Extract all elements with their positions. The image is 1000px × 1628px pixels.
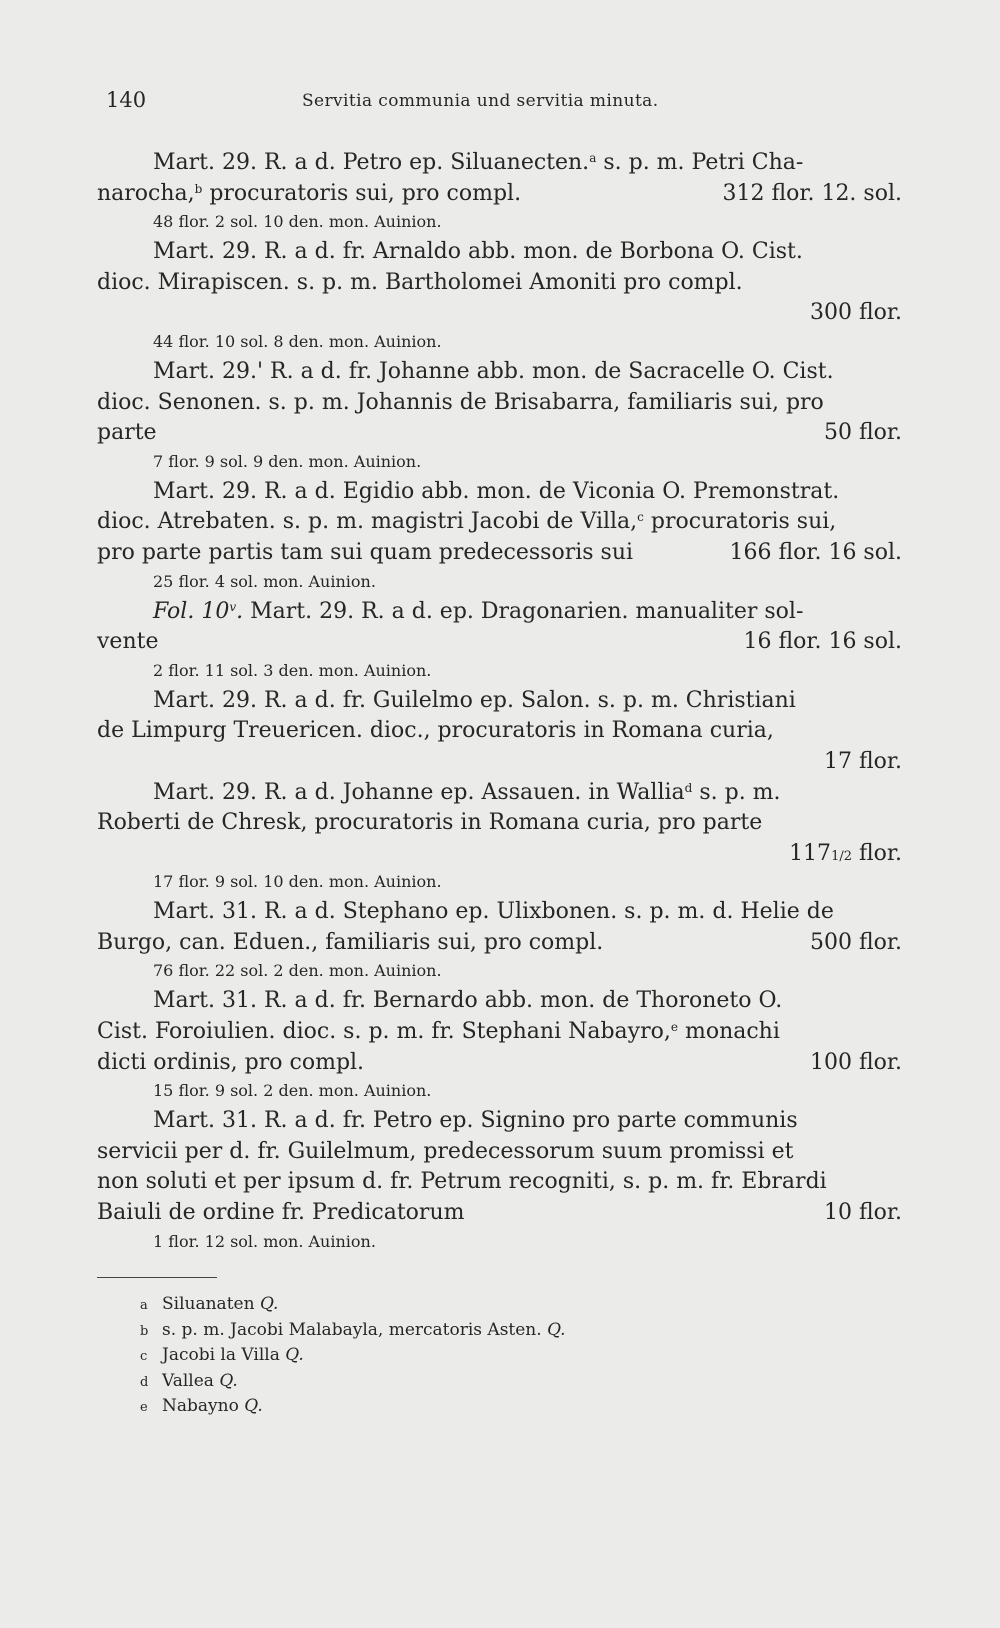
ledger-entry [97, 897, 902, 986]
line-text [97, 1137, 793, 1168]
text-run: Mart. 29. R. a d. Johanne ep. Assauen. in Wallia [153, 779, 685, 805]
text-run: dioc. Mirapiscen. s. p. m. Bartholomei Amoniti pro compl. [97, 269, 743, 295]
text-run: Burgo, can. Eduen., familiaris sui, pro compl. [97, 929, 604, 955]
text-run: servicii per d. fr. Guilelmum, predecessorum suum promissi et [97, 1138, 794, 1164]
entry-line [97, 1017, 902, 1048]
payment-note: 2 flor. 11 sol. 3 den. mon. Auinion. [153, 660, 432, 680]
payment-note: 17 flor. 9 sol. 10 den. mon. Auinion. [153, 872, 442, 892]
text-run: Mart. 31. R. a d. fr. Petro ep. Signino pro parte communis [153, 1108, 798, 1134]
text-run: procuratoris sui, pro compl. [202, 180, 522, 206]
text-run: parte [97, 420, 157, 446]
entry-line [97, 1198, 902, 1229]
footnote-marker: e [670, 1020, 678, 1035]
line-text [97, 1048, 364, 1079]
amount: 500 flor. [810, 929, 902, 955]
footnote-text: Vallea [162, 1370, 220, 1391]
ledger-entry [97, 477, 902, 597]
amount: 17 flor. [824, 748, 902, 774]
text-run: Roberti de Chresk, procuratoris in Romana curia, pro parte [97, 810, 763, 836]
line-text [97, 1017, 780, 1048]
footnote-source: Q. [259, 1294, 279, 1314]
entry-line [97, 716, 902, 747]
line-text [97, 418, 157, 449]
entry-line [97, 1048, 902, 1079]
entry-line [97, 778, 902, 809]
footnotes [140, 1292, 566, 1420]
line-text [97, 627, 158, 658]
footnote-mark: d [140, 1374, 149, 1390]
text-run: Cist. Foroiulien. dioc. s. p. m. fr. Stephani Nabayro, [97, 1019, 671, 1045]
running-title: Servitia communia und servitia minuta. [302, 91, 659, 111]
amount: 50 flor. [824, 420, 902, 446]
footnote-mark: c [140, 1349, 148, 1364]
footnote-marker: a [589, 151, 597, 165]
amount-unit: flor. [851, 840, 902, 866]
line-text [153, 686, 796, 717]
line-text [153, 237, 803, 268]
payment-note: 76 flor. 22 sol. 2 den. mon. Auinion. [153, 961, 442, 981]
payment-note: 1 flor. 12 sol. mon. Auinion. [153, 1231, 376, 1251]
body-text [97, 148, 902, 1257]
entry-line [97, 747, 902, 778]
payment-note: 15 flor. 9 sol. 2 den. mon. Auinion. [153, 1081, 432, 1101]
text-run: Baiuli de ordine fr. Predicatorum [97, 1200, 465, 1226]
text-run: pro parte partis tam sui quam predecessoris sui [97, 539, 634, 565]
footnote-source: Q. [219, 1370, 238, 1391]
line-text [97, 1167, 827, 1198]
footnote-marker: c [637, 510, 644, 525]
text-run: dicti ordinis, pro compl. [97, 1049, 365, 1075]
amount: 166 flor. 16 sol. [729, 539, 902, 565]
ledger-entry [97, 237, 902, 357]
ledger-entry [97, 597, 902, 686]
amount: 16 flor. 16 sol. [743, 629, 902, 655]
line-text [97, 538, 633, 569]
line-text [97, 388, 824, 419]
text-run: procuratoris sui, [643, 509, 837, 535]
entry-line [97, 298, 902, 329]
footnote-mark: e [140, 1400, 148, 1415]
text-run: de Limpurg Treuericen. dioc., procuratoris in Romana curia, [97, 718, 774, 744]
entry-line [97, 538, 902, 569]
ledger-entry [97, 148, 902, 237]
line-text [97, 268, 743, 299]
footnote-source: Q. [244, 1396, 263, 1416]
entry-line [97, 507, 902, 538]
footnote-source: Q. [547, 1319, 566, 1340]
amount: 300 flor. [810, 300, 902, 326]
entry-line [97, 808, 902, 839]
entry-line [97, 686, 902, 717]
entry-line [97, 148, 902, 179]
payment-note: 7 flor. 9 sol. 9 den. mon. Auinion. [153, 451, 422, 471]
entry-line [97, 388, 902, 419]
entry-line [97, 357, 902, 388]
footnote-text: s. p. m. Jacobi Malabayla, mercatoris Asten. [162, 1319, 548, 1340]
text-run: Mart. 29.' R. a d. fr. Johanne abb. mon. de Sacracelle O. Cist. [153, 358, 834, 384]
text-run: Mart. 31. R. a d. Stephano ep. Ulixbonen. s. p. m. d. Helie de [153, 899, 834, 925]
line-text [153, 1106, 798, 1137]
line-text [153, 986, 782, 1017]
amount-fraction: 1/2 [831, 848, 852, 864]
entry-line [97, 1106, 902, 1137]
footnote [140, 1292, 566, 1318]
line-text [97, 507, 836, 538]
page-header [106, 88, 902, 118]
page-number: 140 [106, 88, 147, 112]
footnote [140, 1318, 566, 1344]
line-text [153, 357, 834, 388]
footnote [140, 1343, 566, 1369]
footnote-source: Q. [285, 1345, 304, 1365]
text-run: Mart. 29. R. a d. fr. Guilelmo ep. Salon. s. p. m. Christiani [153, 687, 796, 713]
line-text [153, 778, 781, 809]
entry-line [97, 839, 902, 870]
amount: 100 flor. [810, 1049, 902, 1075]
ledger-entry [97, 357, 902, 477]
footnote-marker: b [194, 181, 203, 196]
text-run: Mart. 31. R. a d. fr. Bernardo abb. mon. de Thoroneto O. [153, 988, 783, 1014]
folio-reference: Fol. 10 [153, 598, 230, 624]
ledger-entry [97, 686, 902, 778]
text-run: dioc. Senonen. s. p. m. Johannis de Brisabarra, familiaris sui, pro [97, 389, 824, 415]
line-text [97, 179, 521, 210]
text-run: s. p. m. Petri Cha- [596, 150, 804, 175]
line-text [153, 597, 803, 628]
text-run: s. p. m. [692, 779, 781, 805]
entry-line [97, 1167, 902, 1198]
text-run: narocha, [97, 180, 195, 206]
payment-note: 44 flor. 10 sol. 8 den. mon. Auinion. [153, 331, 442, 351]
footnote-text: Jacobi la Villa [162, 1345, 286, 1365]
entry-line [97, 477, 902, 508]
ledger-entry [97, 986, 902, 1106]
line-text [97, 716, 774, 747]
text-run: vente [97, 629, 159, 655]
text-run: non soluti et per ipsum d. fr. Petrum recogniti, s. p. m. fr. Ebrardi [97, 1169, 827, 1195]
text-run: monachi [677, 1019, 780, 1045]
amount-integer: 117 [789, 840, 832, 866]
footnote-mark: a [140, 1298, 148, 1313]
amount [789, 839, 902, 873]
amount: 10 flor. [824, 1200, 902, 1226]
line-text [153, 148, 803, 179]
entry-line [97, 627, 902, 658]
line-text [97, 1198, 464, 1229]
ledger-entry [97, 1106, 902, 1256]
line-text [153, 477, 839, 508]
entry-line [97, 897, 902, 928]
footnote-text: Siluanaten [162, 1294, 260, 1314]
line-text [97, 808, 762, 839]
folio-side: v [229, 599, 237, 614]
entry-line [97, 179, 902, 210]
text-run: Mart. 29. R. a d. fr. Arnaldo abb. mon. de Borbona O. Cist. [153, 239, 803, 265]
text-run: dioc. Atrebaten. s. p. m. magistri Jacobi de Villa, [97, 509, 638, 535]
entry-line [97, 237, 902, 268]
line-text [97, 928, 603, 959]
entry-line [97, 1137, 902, 1168]
folio-dot: . [236, 598, 244, 624]
amount: 312 flor. 12. sol. [722, 180, 902, 206]
footnote [140, 1394, 566, 1420]
payment-note: 25 flor. 4 sol. mon. Auinion. [153, 571, 376, 591]
line-text [153, 897, 834, 928]
ledger-entry [97, 778, 902, 898]
footnote-rule [97, 1277, 217, 1278]
footnote-text: Nabayno [162, 1396, 245, 1416]
entry-line [97, 986, 902, 1017]
entry-line [97, 418, 902, 449]
footnote [140, 1369, 566, 1395]
text-run: Mart. 29. R. a d. Egidio abb. mon. de Viconia O. Premonstrat. [153, 478, 840, 504]
footnote-marker: d [684, 780, 693, 795]
entry-line [97, 928, 902, 959]
payment-note: 48 flor. 2 sol. 10 den. mon. Auinion. [153, 212, 442, 232]
text-run: Mart. 29. R. a d. Petro ep. Siluanecten. [153, 150, 590, 175]
entry-line [97, 268, 902, 299]
footnote-mark: b [140, 1323, 149, 1339]
entry-line [97, 597, 902, 628]
text-run: Mart. 29. R. a d. ep. Dragonarien. manualiter sol- [243, 598, 804, 624]
